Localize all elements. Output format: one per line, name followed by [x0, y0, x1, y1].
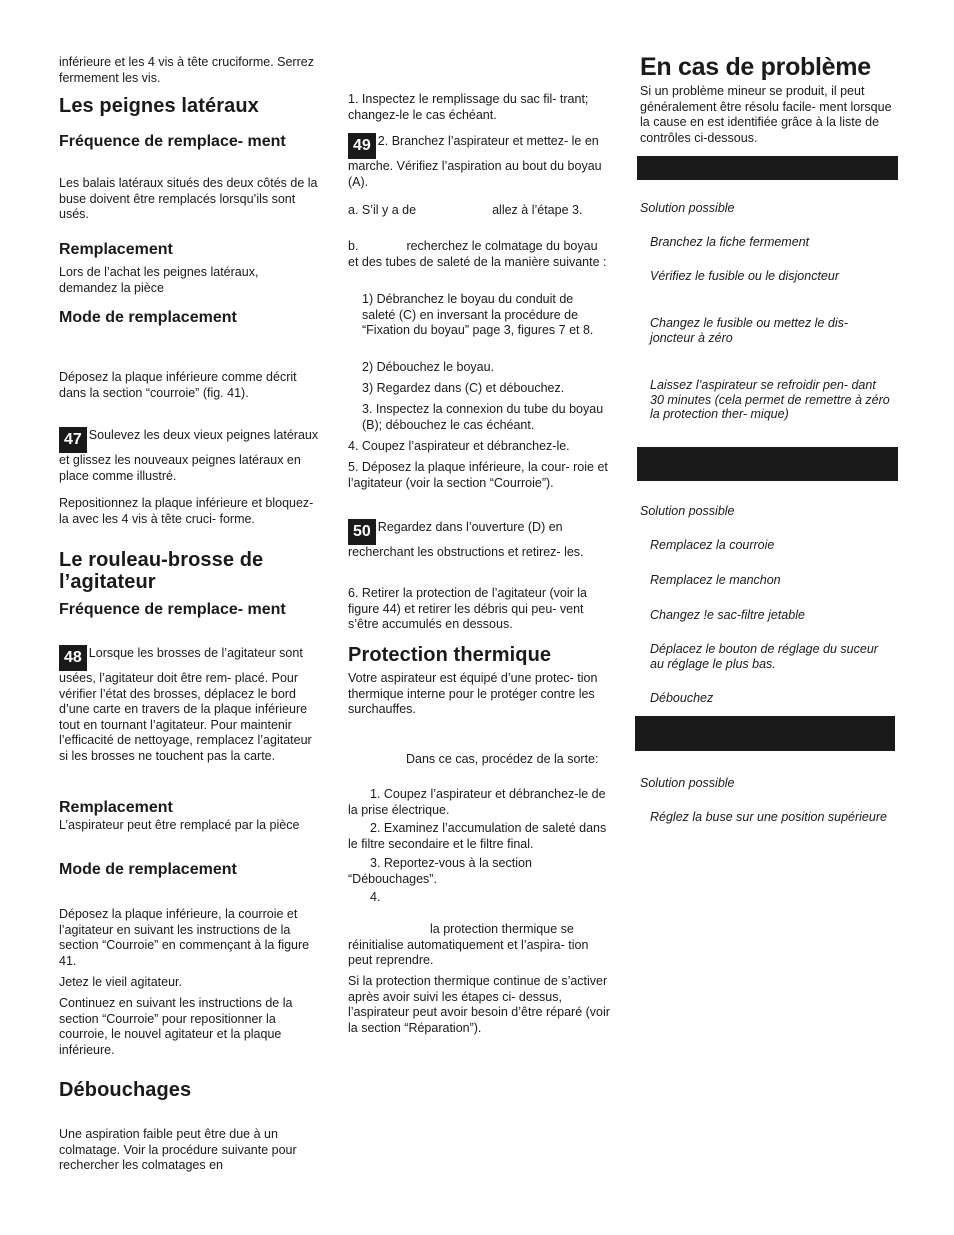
table-header-bar-3 — [635, 716, 895, 751]
figure-49-badge: 49 — [348, 133, 376, 159]
protection-text: Votre aspirateur est équipé d’une protec- tion thermique interne pour le protéger contre les surchauffes. — [348, 671, 598, 716]
step-2: 49 2. Branchez l’aspirateur et mettez- le en marche. Vérifiez l’aspiration au bout du boyau (A). — [348, 134, 602, 189]
mode-2-p2: Jetez le vieil agitateur. — [59, 975, 182, 989]
probleme-intro: Si un problème mineur se produit, il peut généralement être résolu facile- ment lorsque la cause en est identifiée grâce à la liste de contrôles ci-dessous. — [640, 84, 892, 145]
solution-1-3: Changez le fusible ou mettez le dis- joncteur à zéro — [650, 316, 849, 345]
protection-step-2: 2. Examinez l’accumulation de saleté dans le filtre secondaire et le filtre final. — [348, 821, 607, 851]
step-3: 3. Inspectez la connexion du tube du boyau (B); débouchez le cas échéant. — [362, 402, 604, 432]
remplacement-1-text: Lors de l’achat les peignes latéraux, demandez la pièce — [59, 265, 259, 295]
protection-step-4: la protection thermique se réinitialise automatiquement et l’aspira- tion peut reprendre. — [348, 922, 589, 967]
heading-frequence-2: Fréquence de remplace- ment — [59, 601, 286, 618]
solution-2-2: Remplacez le manchon — [650, 573, 781, 587]
heading-remplacement-2: Remplacement — [59, 799, 173, 816]
heading-protection: Protection thermique — [348, 644, 552, 666]
protection-case: Dans ce cas, procédez de la sorte: — [406, 752, 599, 766]
solution-2-4: Déplacez le bouton de réglage du suceur au réglage le plus bas. — [650, 642, 878, 671]
heading-remplacement-1: Remplacement — [59, 241, 173, 258]
figure-48-badge: 48 — [59, 645, 87, 671]
solution-1-2: Vérifiez le fusible ou le disjoncteur — [650, 269, 839, 283]
heading-frequence-1: Fréquence de remplace- ment — [59, 133, 286, 150]
solution-label-1: Solution possible — [640, 201, 735, 215]
solution-1-1: Branchez la fiche fermement — [650, 235, 810, 249]
heading-mode-2: Mode de remplacement — [59, 861, 237, 878]
step-2b: b. recherchez le colmatage du boyau et des tubes de saleté de la manière suivante : — [348, 239, 607, 269]
step-1: 1. Inspectez le remplissage du sac fil- trant; changez-le le cas échéant. — [348, 92, 589, 122]
solution-1-4: Laissez l’aspirateur se refroidir pen- dant 30 minutes (cela permet de remettre à zéro la protection ther- mique) — [650, 378, 890, 421]
mode-1-p2: 47 Soulevez les deux vieux peignes latéraux et glissez les nouveaux peignes latéraux en place comme illustré. — [59, 428, 319, 483]
step-5b: 50 Regardez dans l’ouverture (D) en recherchant les obstructions et retirez- les. — [348, 520, 584, 559]
protection-step-3: 3. Reportez-vous à la section “Débouchages”. — [348, 856, 532, 886]
solution-2-1: Remplacez la courroie — [650, 538, 775, 552]
mode-2-p1: Déposez la plaque inférieure, la courroie et l’agitateur en suivant les instructions de la section “Courroie” en commençant à la figure 41. — [59, 907, 310, 968]
protection-step-1: 1. Coupez l’aspirateur et débranchez-le de la prise électrique. — [348, 787, 606, 817]
heading-mode-1: Mode de remplacement — [59, 309, 237, 326]
mode-2-p3: Continuez en suivant les instructions de la section “Courroie” pour repositionner la courroie, le nouvel agitateur et la plaque inférieure. — [59, 996, 293, 1057]
intro-text: inférieure et les 4 vis à tête cruciforme. Serrez fermement les vis. — [59, 55, 314, 85]
step-2b-1: 1) Débranchez le boyau du conduit de saleté (C) en inversant la procédure de “Fixation du boyau” page 3, figures 7 et 8. — [362, 292, 594, 337]
step-2a: a. S’il y a de allez à l’étape 3. — [348, 203, 583, 217]
heading-rouleau: Le rouleau-brosse de l’agitateur — [59, 549, 264, 593]
step-4: 4. Coupez l’aspirateur et débranchez-le. — [348, 439, 570, 453]
table-header-bar-1 — [637, 156, 898, 180]
table-header-bar-2 — [637, 447, 898, 481]
solution-3-1: Réglez la buse sur une position supérieure — [650, 810, 887, 824]
step-5: 5. Déposez la plaque inférieure, la cour- roie et l’agitateur (voir la section “Courroie”). — [348, 460, 608, 490]
step-2b-2: 2) Débouchez le boyau. — [362, 360, 495, 374]
frequence-2-text: 48 Lorsque les brosses de l’agitateur sont usées, l’agitateur doit être rem- placé. Pour vérifier l’état des brosses, déplacez le bord d’une carte en travers de la plaque inférieure tout en tournant l’agitateur. Pour maintenir l’efficacité de nettoyage, remplacez l’agitateur si les brosses ne touchent pas la carte. — [59, 646, 312, 763]
figure-50-badge: 50 — [348, 519, 376, 545]
debouchages-text: Une aspiration faible peut être due à un colmatage. Voir la procédure suivante pour rechercher les colmatages en — [59, 1127, 297, 1172]
frequence-1-text: Les balais latéraux situés des deux côtés de la buse doivent être remplacés lorsqu’ils sont usés. — [59, 176, 318, 221]
step-2b-3: 3) Regardez dans (C) et débouchez. — [362, 381, 565, 395]
protection-step-4-number: 4. — [370, 890, 381, 904]
remplacement-2-text: L’aspirateur peut être remplacé par la pièce — [59, 818, 300, 832]
solution-2-5: Débouchez — [650, 691, 714, 705]
mode-1-p1: Déposez la plaque inférieure comme décrit dans la section “courroie” (fig. 41). — [59, 370, 297, 400]
solution-2-3: Changez !e sac-filtre jetable — [650, 608, 805, 622]
protection-note: Si la protection thermique continue de s’activer après avoir suivi les étapes ci- dessus, l’aspirateur peut avoir besoin d’être réparé (voir la section “Réparation”). — [348, 974, 610, 1035]
figure-47-badge: 47 — [59, 427, 87, 453]
heading-peignes: Les peignes latéraux — [59, 95, 259, 117]
heading-probleme: En cas de problème — [640, 53, 871, 81]
solution-label-3: Solution possible — [640, 776, 735, 790]
step-6: 6. Retirer la protection de l’agitateur (voir la figure 44) et retirer les débris qui peu- vent s’être accumulés en dessous. — [348, 586, 588, 631]
solution-label-2: Solution possible — [640, 504, 735, 518]
heading-debouchages: Débouchages — [59, 1079, 192, 1101]
mode-1-p3: Repositionnez la plaque inférieure et bloquez-la avec les 4 vis à tête cruci- forme. — [59, 496, 314, 526]
